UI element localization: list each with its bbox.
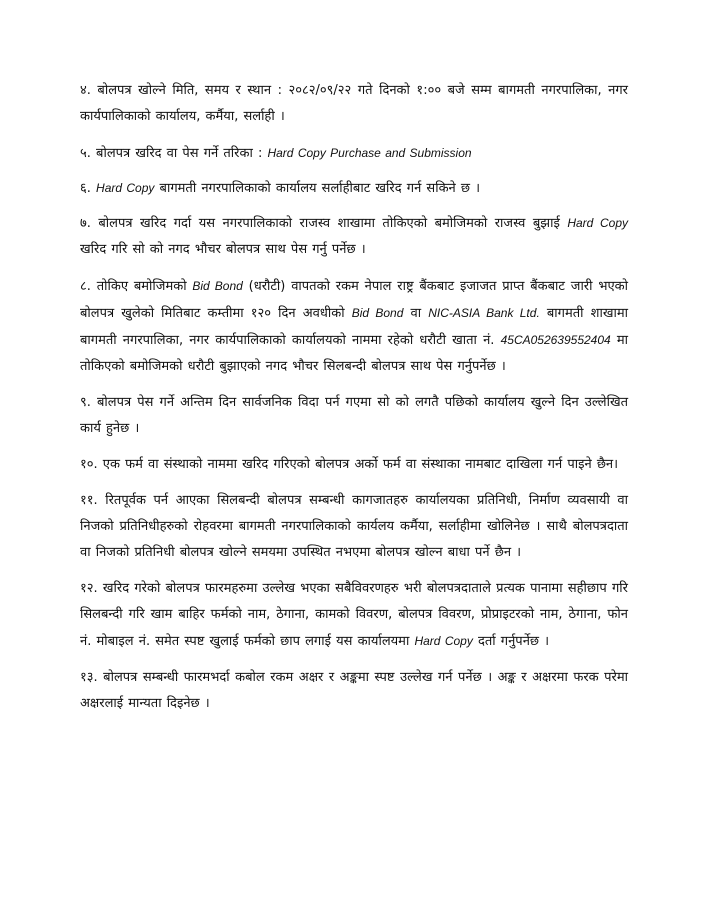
clause-10 [80,452,628,478]
clause-7 [80,210,628,263]
clause-8-text-d: बागमती शाखामा बागमती नगरपालिका, नगर कार्यपालिकाको कार्यालयको नाममा रहेको धरौटी खाता नं. [80,306,628,348]
clause-5-latin: Hard Copy Purchase and Submission [267,146,472,160]
clause-13-text: १३. बोलपत्र सम्बन्धी फारमभर्दा कबोल रकम अक्षर र अङ्कमा स्पष्ट उल्लेख गर्न पर्नेछ । अङ्क र अक्षरमा फरक परेमा अक्षरलाई मान्यता दिइनेछ । [80,670,628,711]
clause-11 [80,488,628,566]
clause-6-text: बागमती नगरपालिकाको कार्यालय सर्लाहीबाट खरिद गर्न सकिने छ । [154,181,481,196]
clause-8 [80,273,628,380]
clause-6-number: ६. [80,181,97,196]
clause-8-latin-a: Bid Bond [192,279,243,293]
clause-5-text: ५. बोलपत्र खरिद वा पेस गर्ने तरिका : [80,146,268,161]
clause-8-text-c: वा [403,306,429,321]
clause-13 [80,665,628,717]
clause-4 [80,78,628,130]
clause-8-text-b: (धरौटी) वापतको रकम नेपाल राष्ट्र बैंकबाट इजाजत प्राप्त बैंकबाट जारी भएको बोलपत्र खुलेको मितिबाट कम्तीमा १२० दिन अवधीको [80,279,629,321]
clause-9-text: ९. बोलपत्र पेस गर्ने अन्तिम दिन सार्वजनिक विदा पर्न गएमा सो को लगतै पछिको कार्यालय खुल्ने दिन उल्लेखित कार्य हुनेछ । [80,395,628,436]
clause-8-account-number: 45CA052639552404 [500,333,611,347]
clause-6-latin: Hard Copy [96,181,155,195]
document-page [80,78,628,727]
clause-12 [80,576,628,655]
clause-8-text-e: मा तोकिएको बमोजिमको धरौटी बुझाएको नगद भौचर सिलबन्दी बोलपत्र साथ पेस गर्नुपर्नेछ । [80,333,628,374]
clause-11-text: ११. रितपूर्वक पर्न आएका सिलबन्दी बोलपत्र सम्बन्धी कागजातहरु कार्यालयका प्रतिनिधी, निर्माण व्यवसायी वा निजको प्रतिनिधीहरुको रोहवरमा बागमती नगरपालिकाको कार्यलय कर्मैया, सर्लाहीमा खोलिनेछ । साथै बोलपत्रदाता वा निजको प्रतिनिधी बोलपत्र खोल्ने समयमा उपस्थित नभएमा बोलपत्र खोल्न बाधा पर्ने छैन । [80,493,628,560]
clause-8-text-a: ८. तोकिए बमोजिमको [80,279,193,294]
clause-8-latin-c: NIC-ASIA Bank Ltd. [428,306,540,320]
clause-12-latin: Hard Copy [414,634,473,648]
clause-7-text-a: ७. बोलपत्र खरिद गर्दा यस नगरपालिकाको राजस्व शाखामा तोकिएको बमोजिमको राजस्व बुझाई [80,216,568,231]
clause-12-text-a: १२. खरिद गरेको बोलपत्र फारमहरुमा उल्लेख भएका सबैविवरणहरु भरी बोलपत्रदाताले प्रत्यक पानामा सहीछाप गरि सिलबन्दी गरि खाम बाहिर फर्मको नाम, ठेगाना, कामको विवरण, बोलपत्र विवरण, प्रोप्राइटरको नाम, ठेगाना, फोन नं. मोबाइल नं. समेत स्पष्ट खुलाई फर्मको छाप लगाई यस कार्यालयमा [80,581,628,649]
clause-4-text: ४. बोलपत्र खोल्ने मिति, समय र स्थान : २०८२/०९/२२ गते दिनको १:०० बजे सम्म बागमती नगरपालिका, नगर कार्यपालिकाको कार्यालय, कर्मैया, सर्लाही । [80,83,628,124]
clause-10-text: १०. एक फर्म वा संस्थाको नाममा खरिद गरिएको बोलपत्र अर्को फर्म वा संस्थाका नामबाट दाखिला गर्न पाइने छैन। [80,457,619,472]
clause-6 [80,175,628,202]
clause-9 [80,390,628,442]
clause-8-latin-b: Bid Bond [351,306,404,320]
clause-7-text-b: खरिद गरि सो को नगद भौचर बोलपत्र साथ पेस गर्नु पर्नेछ । [80,242,366,257]
clause-5 [80,140,628,167]
clause-12-text-b: दर्ता गर्नुपर्नेछ । [472,634,550,649]
clause-7-latin: Hard Copy [567,216,629,230]
